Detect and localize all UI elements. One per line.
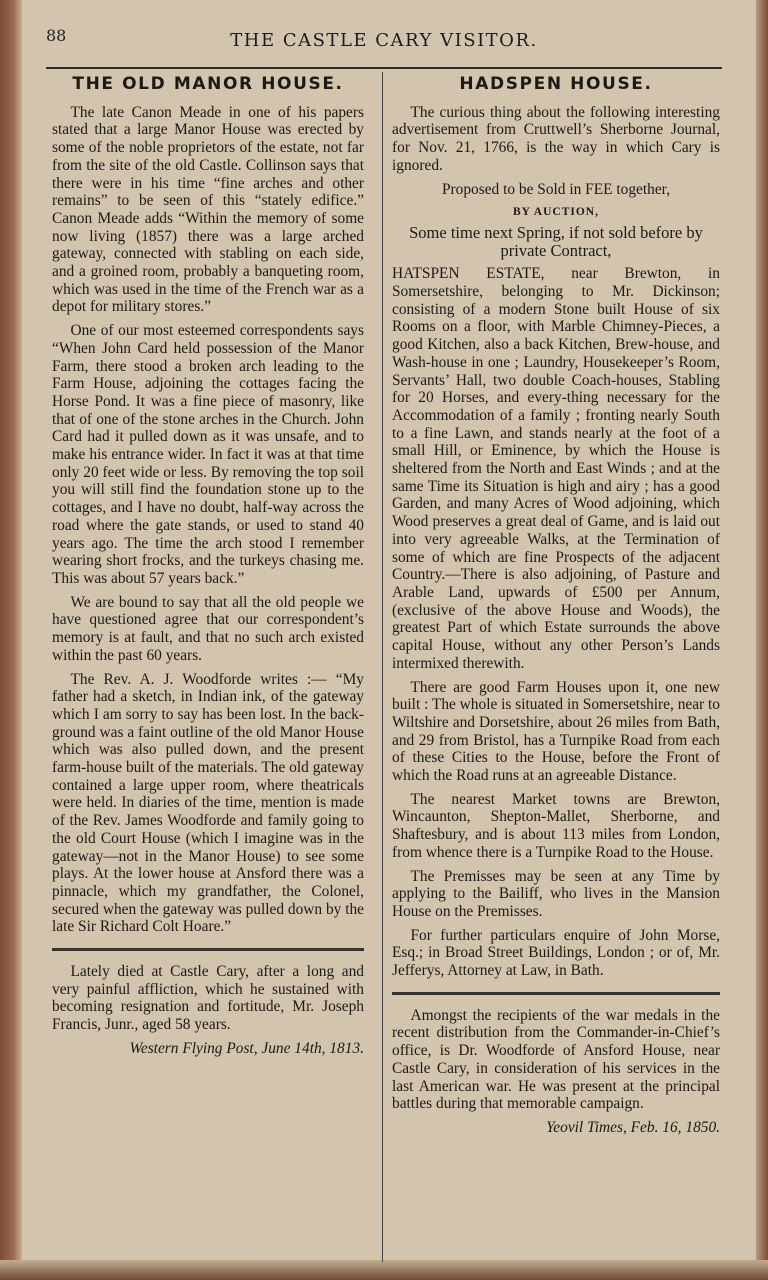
running-title: THE CASTLE CARY VISITOR. — [230, 30, 538, 51]
advert-line: Proposed to be Sold in FEE together, — [441, 180, 671, 198]
paragraph: There are good Farm Houses upon it, one new built : The whole is situated in Somersetshire, near to Wiltshire and Dorsetshire, about 26 miles from Bath, and 29 from Bristol, has a Turnpike Road from each of these Cities to the House, before the Front of which the Road runs at an agreeable Distance. — [392, 678, 720, 785]
paragraph: Lately died at Castle Cary, after a long and very painful affliction, which he sustained with becoming resignation and fortitude, Mr. Joseph Francis, Junr., aged 58 years. — [52, 963, 364, 1034]
paragraph: The late Canon Meade in one of his papers stated that a large Manor House was erected by some of the noble proprietors of the estate, not far from the site of the old Castle. Collinson says that there were in his time “fine arches and other remains” to be seen of this “stately edifice.” Canon Meade adds “Within the memory of some now living (1857) there was a large arched gateway, connected with stabling on each side, and a groined room, probably a banqueting room, which was used in the time of the French war as a depot for military stores.” — [52, 103, 364, 316]
paragraph: The nearest Market towns are Brewton, Wincaunton, Shepton-Mallet, Sherborne, and Shaftesbury, and is about 113 miles from London, from whence there is a Turnpike Road to the House. — [392, 790, 720, 861]
source-citation: Western Flying Post, June 14th, 1813. — [129, 1039, 364, 1057]
paragraph: We are bound to say that all the old people we have questioned agree that our correspondent’s memory is at fault, and that no such arch existed within the past 60 years. — [52, 593, 364, 664]
paragraph: The Rev. A. J. Woodforde writes :— “My father had a sketch, in Indian ink, of the gateway which I am sorry to say has been lost. In the back-ground was a faint outline of the old Manor House which was also pulled down, and the present farm-house built of the materials. The old gateway contained a large upper room, where theatricals were held. In diaries of the time, mention is made of the Rev. James Woodforde and family going to the old Court House (which I imagine was in the gateway—not in the Manor House) to see some plays. At the lower house at Ansford there was a pinnacle, which my grandfather, the Colonel, secured when the gateway was pulled down by the late Sir Richard Colt Hoare.” — [52, 670, 364, 936]
page-header — [40, 24, 728, 64]
paragraph: For further particulars enquire of John Morse, Esq.; in Broad Street Buildings, London ; or of, Mr. Jefferys, Attorney at Law, in Bath. — [392, 926, 720, 980]
article-title-hadspen-house: HADSPEN HOUSE. — [459, 74, 653, 94]
paragraph: The Premisses may be seen at any Time by applying to the Bailiff, who lives in the Mansion House on the Premisses. — [392, 867, 720, 920]
advert-line: BY AUCTION, — [513, 206, 599, 219]
header-rule — [46, 67, 722, 69]
paragraph: Amongst the recipients of the war medals in the recent distribution from the Commander-in-Chief’s office, is Dr. Woodforde of Ansford House, near Castle Cary, in consideration of his services in the last American war. He was present at the principal battles during that memorable campaign. — [392, 1006, 720, 1113]
section-rule — [52, 948, 364, 951]
page-bottom-edge — [0, 1260, 768, 1280]
right-column — [392, 74, 720, 1143]
paragraph: The curious thing about the following interesting advertisement from Cruttwell’s Sherborne Journal, for Nov. 21, 1766, is the way in which Cary is ignored. — [392, 103, 720, 174]
article-title-old-manor-house: THE OLD MANOR HOUSE. — [72, 74, 344, 94]
left-column — [52, 74, 364, 1064]
page-right-edge — [756, 0, 768, 1280]
paragraph: HATSPEN ESTATE, near Brewton, in Somersetshire, belonging to Mr. Dickinson; consisting of a modern Stone built House of six Rooms on a floor, with Marble Chimney-Pieces, a good Kitchen, also a back Kitchen, Brew-house, and Wash-house in one ; Laundry, Housekeeper’s Room, Servants’ Hall, two double Coach-houses, Stabling for 20 Horses, and every-thing necessary for the Accommodation of a family ; fronting nearly South to a fine Lawn, and stands nearly at the foot of a small Hill, or Eminence, by which the House is sheltered from the North and East Winds ; and at the same Time its Situation is high and airy ; has a good Garden, and many Acres of Wood adjoining, which Wood preserves a great deal of Game, and is laid out into very agreeable Walks, at the Termination of some of which are fine Prospects of the adjacent Country.—There is also adjoining, of Pasture and Arable Land, upwards of £500 per Annum, (exclusive of the above House and Woods), the greatest Part of which Estate surrounds the above capital House, without any other Person’s Lands intermixed therewith. — [392, 265, 720, 672]
source-citation: Yeovil Times, Feb. 16, 1850. — [546, 1118, 720, 1136]
advert-line: Some time next Spring, if not sold before by private Contract, — [409, 222, 703, 260]
page-left-edge — [0, 0, 22, 1280]
column-divider — [382, 72, 383, 1262]
paragraph: One of our most esteemed correspondents says “When John Card held possession of the Manor Farm, there stood a broken arch leading to the Farm House, adjoining the cottages facing the Horse Pond. It was a fine piece of masonry, like that of one of the stone arches in the Church. John Card had it pulled down as it was unsafe, and to make his entrance wider. In fact it was at that time only 20 feet wide or less. By removing the top soil you will still find the foundation stone up to the cottages, and I have no doubt, half-way across the road where the gate stands, or used to stand 40 years ago. The time the arch stood I remember wearing short frocks, and the turkeys chasing me. This was about 57 years back.” — [52, 322, 364, 587]
section-rule — [392, 992, 720, 995]
page-number: 88 — [46, 26, 67, 45]
